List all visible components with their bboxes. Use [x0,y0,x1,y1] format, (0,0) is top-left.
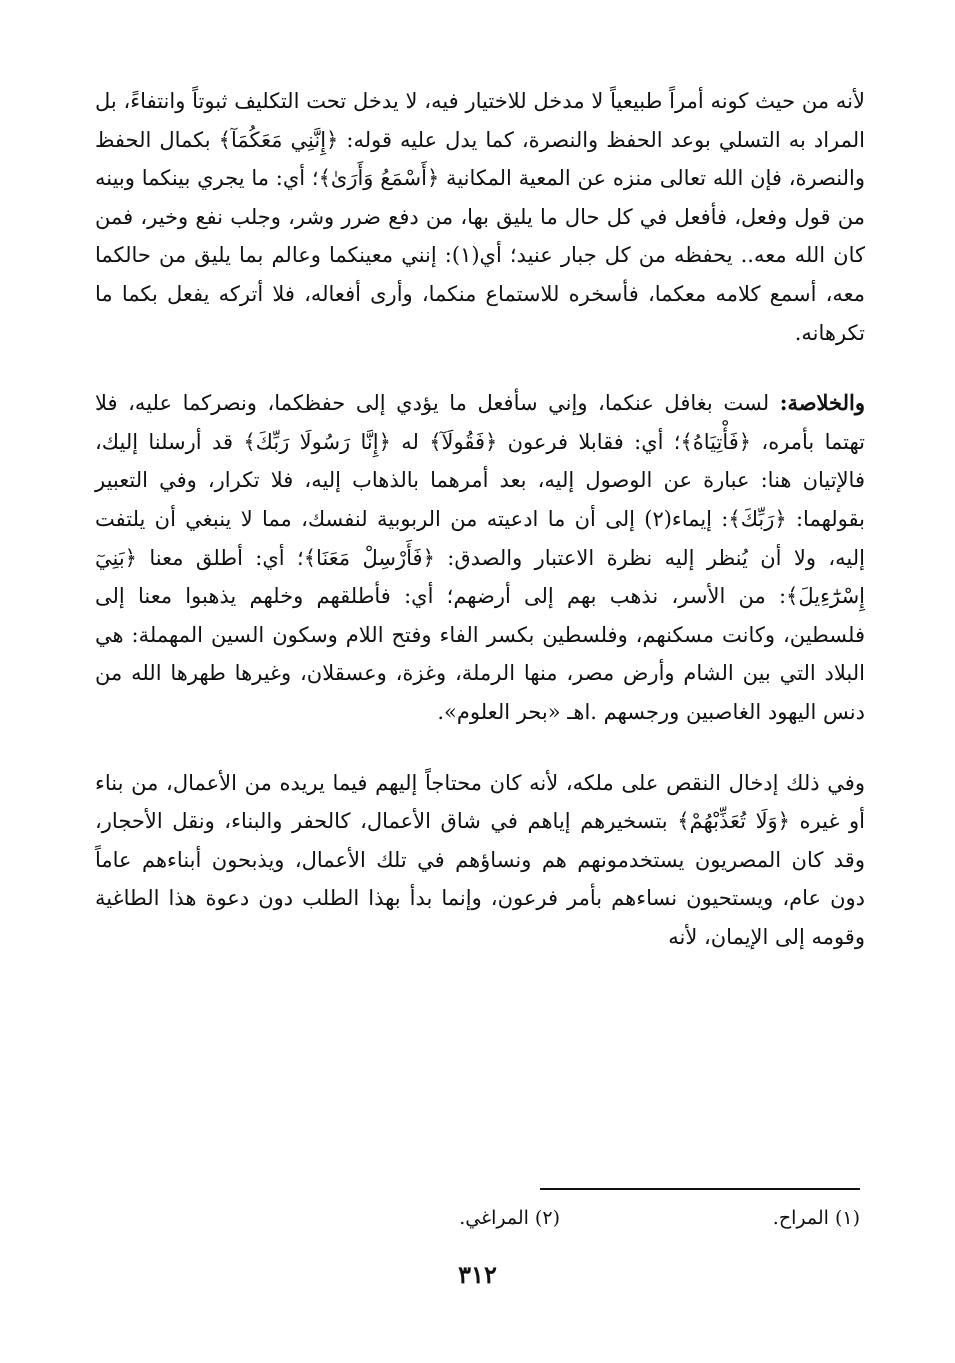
paragraph-2-text: لست بغافل عنكما، وإني سأفعل ما يؤدي إلى حفظكما، ونصركما عليه، فلا تهتما بأمره، ﴿فَأْتِيَاهُ﴾؛ أي: فقابلا فرعون ﴿فَقُولَآ﴾ له ﴿إِنَّا رَسُولَا رَبِّكَ﴾ قد أرسلنا إليك، فالإتيان هنا: عبارة عن الوصول إليه، بعد أمرهما بالذهاب إليه، فلا تكرار، وفي التعبير بقولهما: ﴿رَبِّكَ﴾: إيماء(٢) إلى أن ما ادعيته من الربوبية لنفسك، مما لا ينبغي أن يلتفت إليه، ولا أن يُنظر إليه نظرة الاعتبار والصدق: ﴿فَأَرْسِلْ مَعَنَا﴾؛ أي: أطلق معنا ﴿بَنِيٓ إِسْرَٰٓءِيلَ﴾: من الأسر، نذهب بهم إلى أرضهم؛ أي: فأطلقهم وخلهم يذهبوا معنا إلى فلسطين، وكانت مسكنهم، وفلسطين بكسر الفاء وفتح اللام وسكون السين المهملة: هي البلاد التي بين الشام وأرض مصر، منها الرملة، وغزة، وعسقلان، وغيرها طهرها الله من دنس اليهود الغاصبين ورجسهم .اهـ «بحر العلوم». [95,391,865,724]
summary-lead: والخلاصة: [779,390,865,416]
paragraph-2 [95,384,865,731]
paragraph-3: وفي ذلك إدخال النقص على ملكه، لأنه كان محتاجاً إليهم فيما يريده من الأعمال، من بناء أو غيره ﴿وَلَا تُعَذِّبْهُمْ﴾ بتسخيرهم إياهم في شاق الأعمال، كالحفر والبناء، ونقل الأحجار، وقد كان المصريون يستخدمونهم هم ونساؤهم في تلك الأعمال، ويذبحون أبناءهم عاماً دون عام، ويستحيون نساءهم بأمر فرعون، وإنما بدأ بهذا الطلب دون دعوة هذا الطاغية وقومه إلى الإيمان، لأنه [95,770,865,949]
footnote-1: (١) المراح. [772,1207,860,1229]
page-number: ٣١٢ [458,1260,497,1289]
page-body [95,82,865,956]
paragraph-1: لأنه من حيث كونه أمراً طبيعياً لا مدخل للاختيار فيه، لا يدخل تحت التكليف ثبوتاً وانتفاءً، بل المراد به التسلي بوعد الحفظ والنصرة، كما يدل عليه قوله: ﴿إِنَّنِي مَعَكُمَآ﴾ بكمال الحفظ والنصرة، فإن الله تعالى منزه عن المعية المكانية ﴿أَسْمَعُ وَأَرَىٰ﴾؛ أي: ما يجري بينكما وبينه من قول وفعل، فأفعل في كل حال ما يليق بها، من دفع ضرر وشر، وجلب نفع وخير، فمن كان الله معه.. يحفظه من كل جبار عنيد؛ أي(١): إنني معينكما وعالم بما يليق من حالكما معه، أسمع كلامه معكما، فأسخره للاستماع منكما، وأرى أفعاله، فلا أتركه يفعل بكما ما تكرهانه. [95,89,865,345]
footnote-divider [540,1188,860,1190]
footnote-2: (٢) المراغي. [459,1207,560,1229]
